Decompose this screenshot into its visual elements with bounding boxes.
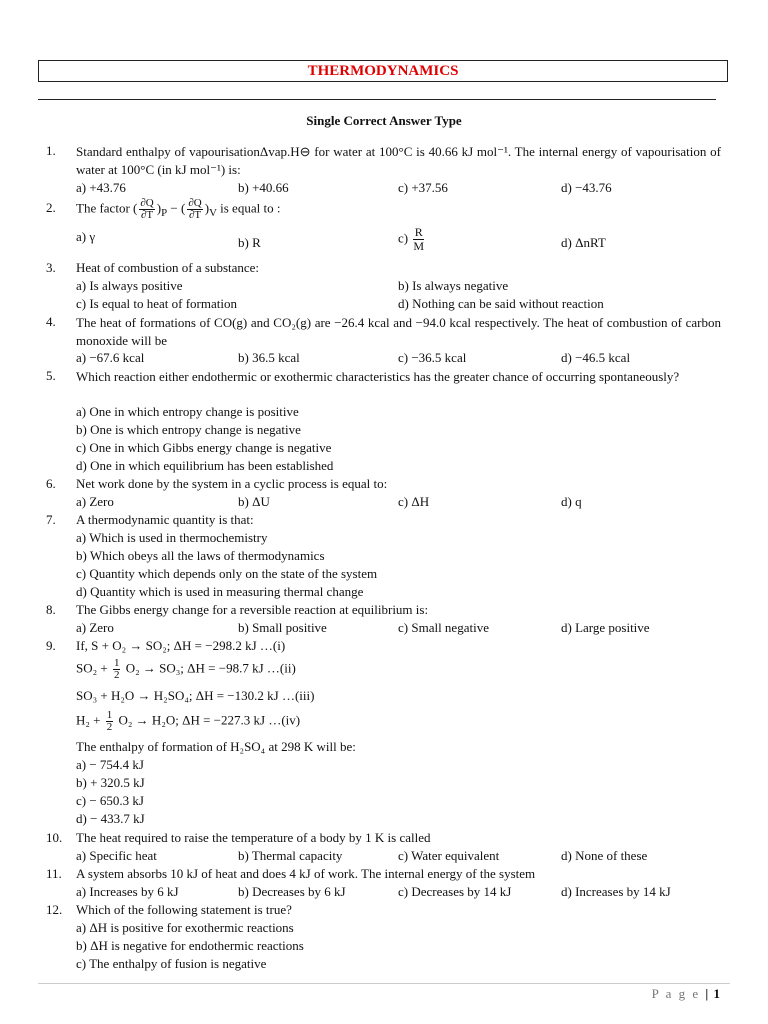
option-a: a) Which is used in thermochemistry — [76, 530, 268, 545]
option-a: a) ΔH is positive for exothermic reactions — [76, 920, 294, 935]
option-d: d) q — [561, 494, 582, 509]
question-number: 1. — [46, 143, 56, 158]
option-b: b) Decreases by 6 kJ — [238, 884, 346, 899]
question-number: 3. — [46, 260, 56, 275]
partial-derivative-v: $\frac{\partial Q}{\partial T}$ — [188, 197, 202, 221]
section-heading: Single Correct Answer Type — [306, 113, 462, 128]
page-title: THERMODYNAMICS — [38, 60, 728, 82]
option-a: a) Zero — [76, 494, 114, 509]
option-c: c) Small negative — [398, 620, 489, 635]
option-b: b) ΔU — [238, 494, 270, 509]
question-text: The enthalpy of formation of H₂SO₄ at 298 K will be: — [76, 739, 356, 754]
option-d: d) −43.76 — [561, 180, 612, 195]
page-footer — [652, 986, 720, 1002]
option-a: a) Is always positive — [76, 278, 183, 293]
question-text: The heat of formations of CO(g) and CO₂(g) are −26.4 kcal and −94.0 kcal respectively. The heat of combustion of carbon monoxide will be — [76, 315, 721, 348]
option-b: b) One is which entropy change is negative — [76, 422, 301, 437]
factor-label: The factor — [76, 200, 130, 216]
option-d: d) −46.5 kcal — [561, 350, 631, 365]
option-c: c) − 650.3 kJ — [76, 793, 144, 808]
option-d: d) None of these — [561, 848, 648, 863]
question-text: A system absorbs 10 kJ of heat and does 4 kJ of work. The internal energy of the system — [76, 866, 536, 881]
option-b: b) Small positive — [238, 620, 327, 635]
option-c: c) ΔH — [398, 494, 430, 509]
option-b: b) + 320.5 kJ — [76, 775, 145, 790]
question-number: 5. — [46, 368, 56, 383]
option-c: c) Water equivalent — [398, 848, 500, 863]
option-a: a) Increases by 6 kJ — [76, 884, 179, 899]
question-number: 7. — [46, 512, 56, 527]
option-d: d) − 433.7 kJ — [76, 811, 145, 826]
page-separator: | — [705, 986, 709, 1001]
factor-suffix: is equal to : — [220, 200, 281, 216]
option-c: c) The enthalpy of fusion is negative — [76, 956, 267, 971]
question-text: A thermodynamic quantity is that: — [76, 512, 254, 527]
option-d: d) Large positive — [561, 620, 650, 635]
option-b: b) R — [238, 235, 261, 250]
option-c: c) Is equal to heat of formation — [76, 296, 237, 311]
header-divider — [38, 99, 716, 100]
option-d: d) ΔnRT — [561, 235, 606, 250]
question-number: 2. — [46, 200, 56, 215]
option-a: a) − 754.4 kJ — [76, 757, 144, 772]
option-b: b) ΔH is negative for endothermic reactions — [76, 938, 304, 953]
option-b: b) 36.5 kcal — [238, 350, 300, 365]
question-number: 6. — [46, 476, 56, 491]
page-label: P a g e — [651, 986, 701, 1001]
equation-3: SO₃ + H₂O → H₂SO₄; ΔH = −130.2 kJ …(iii) — [76, 688, 315, 703]
question-number: 11. — [46, 866, 62, 881]
option-a: a) Specific heat — [76, 848, 157, 863]
option-a: a) −67.6 kcal — [76, 350, 145, 365]
option-a: a) Zero — [76, 620, 114, 635]
option-d: d) One in which equilibrium has been established — [76, 458, 334, 473]
subscript-v: V — [209, 207, 217, 220]
question-number: 4. — [46, 314, 56, 329]
option-b: b) +40.66 — [238, 180, 289, 195]
option-c: c) Quantity which depends only on the state of the system — [76, 566, 378, 581]
question-text: The heat required to raise the temperature of a body by 1 K is called — [76, 830, 431, 845]
option-c: c) +37.56 — [398, 180, 448, 195]
question-number: 8. — [46, 602, 56, 617]
question-text: Net work done by the system in a cyclic process is equal to: — [76, 476, 388, 491]
subscript-p: P — [161, 207, 168, 220]
question-text: The Gibbs energy change for a reversible reaction at equilibrium is: — [76, 602, 429, 617]
question-text: Heat of combustion of a substance: — [76, 260, 260, 275]
question-text: Which of the following statement is true? — [76, 902, 292, 917]
equation-1: If, S + O₂ → SO₂; ΔH = −298.2 kJ …(i) — [76, 638, 286, 653]
option-b: b) Is always negative — [398, 278, 509, 293]
option-a: a) γ — [76, 229, 96, 244]
question-number: 12. — [46, 902, 63, 917]
footer-divider — [38, 983, 730, 984]
minus-sign: − — [170, 200, 178, 216]
option-d: d) Increases by 14 kJ — [561, 884, 671, 899]
option-c: c) One in which Gibbs energy change is negative — [76, 440, 332, 455]
question-text: The factor ( $\frac{\partial Q}{\partial T}$ )$_P$ − ( $\frac{\partial Q}{\partial T}$ )$_V$ is equal to : — [76, 197, 281, 221]
question-text: Standard enthalpy of vapourisationΔvap.H⊖ for water at 100°C is 40.66 kJ mol⁻¹. The internal energy of vapourisation of water at 100°C (in kJ mol⁻¹) is: — [76, 144, 721, 177]
option-b: b) Thermal capacity — [238, 848, 343, 863]
page-number: 1 — [713, 986, 720, 1001]
option-d: d) Quantity which is used in measuring thermal change — [76, 584, 364, 599]
partial-derivative-p: $\frac{\partial Q}{\partial T}$ — [140, 197, 154, 221]
equation-4: H₂ + $\frac{1}{2}$ O₂ → H₂O; ΔH = −227.3 kJ …(iv) — [76, 709, 301, 733]
option-a: a) One in which entropy change is positive — [76, 404, 299, 419]
question-number: 9. — [46, 638, 56, 653]
equation-2: SO₂ + $\frac{1}{2}$ O₂ → SO₃; ΔH = −98.7 kJ …(ii) — [76, 657, 296, 681]
option-c: c) −36.5 kcal — [398, 350, 467, 365]
option-c: c) Decreases by 14 kJ — [398, 884, 512, 899]
option-d: d) Nothing can be said without reaction — [398, 296, 604, 311]
option-c: c) $\frac{R}{M}$ — [398, 225, 425, 253]
question-text: Which reaction either endothermic or exothermic characteristics has the greater chance of occurring spontaneously? — [76, 369, 680, 384]
question-number: 10. — [46, 830, 63, 845]
option-b: b) Which obeys all the laws of thermodynamics — [76, 548, 325, 563]
option-a: a) +43.76 — [76, 180, 126, 195]
